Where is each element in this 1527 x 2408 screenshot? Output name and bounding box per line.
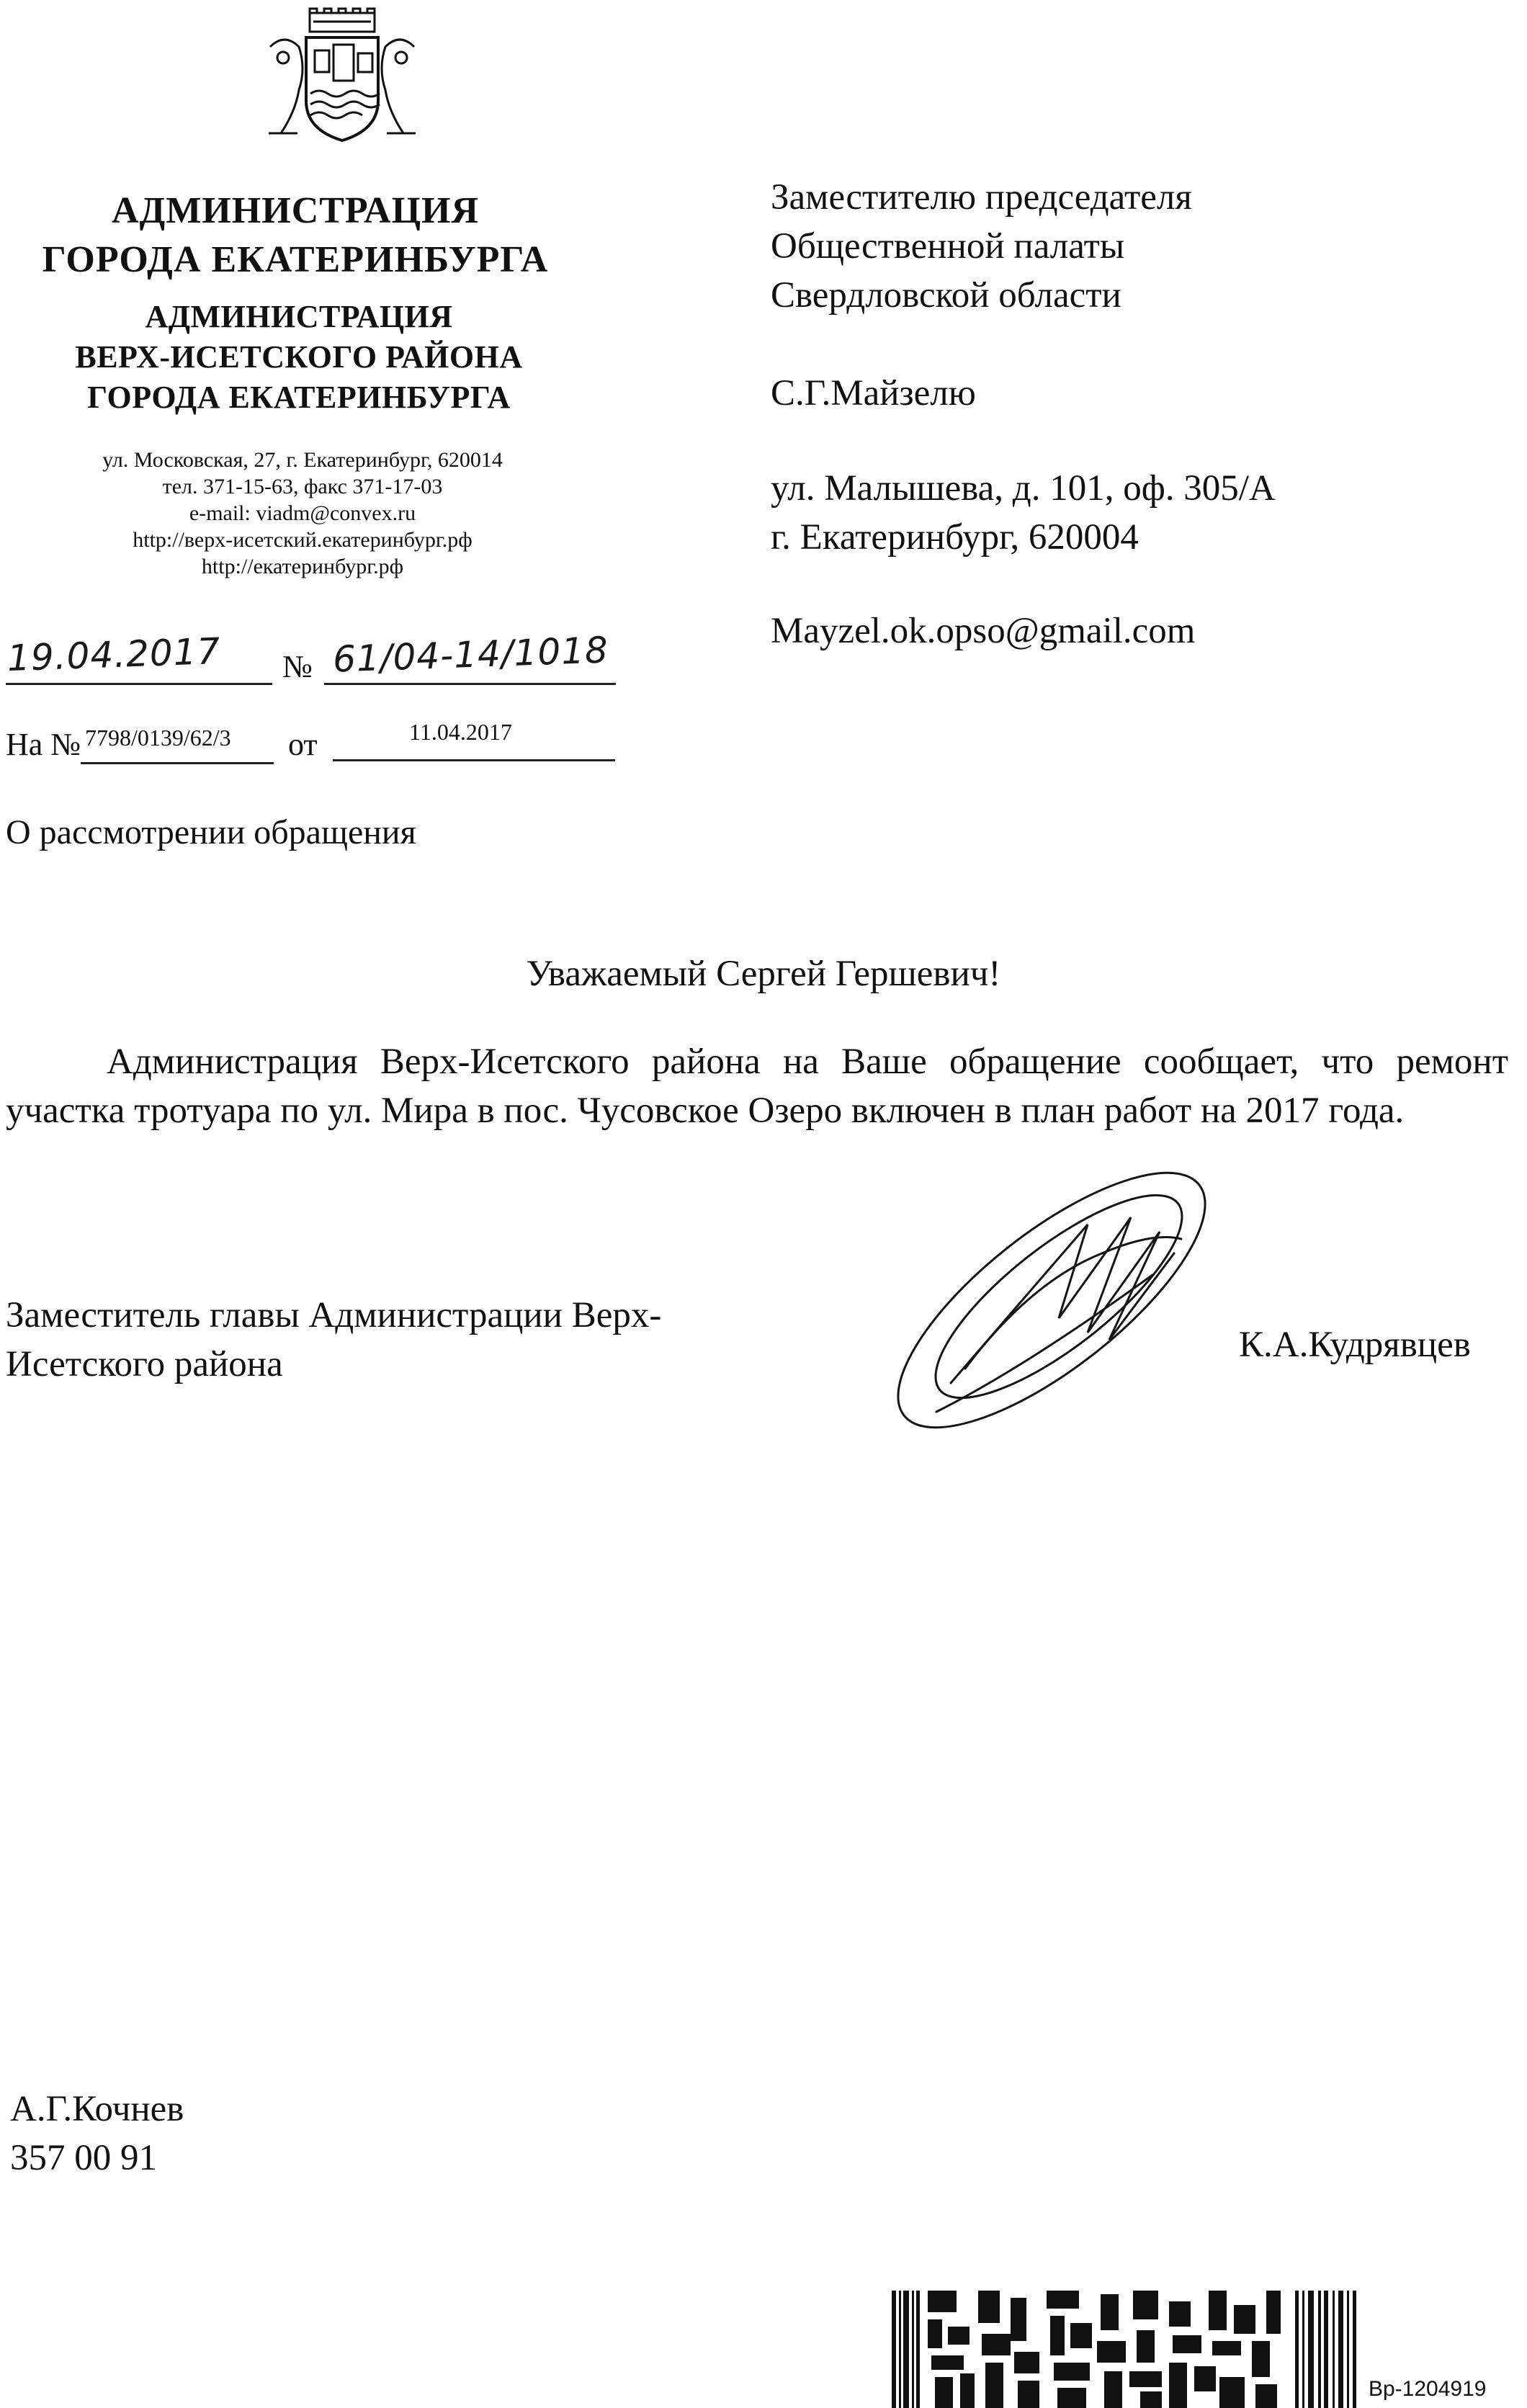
reply-from-label: от	[288, 727, 318, 762]
letter-subject: О рассмотрении обращения	[6, 813, 416, 851]
recipient-address1: ул. Малышева, д. 101, оф. 305/А	[771, 468, 1276, 509]
executor-name: А.Г.Кочнев	[10, 2089, 184, 2129]
handwritten-signature	[850, 1152, 1253, 1469]
sender-site1: http://верх-исетский.екатеринбург.рф	[133, 528, 473, 552]
letter-body: Администрация Верх-Исетского района на Ваше обращение сообщает, что ремонт участка тротуара по ул. Мира в пос. Чусовское Озеро включен в план работ на 2017 года.	[6, 1042, 1508, 1131]
barcode-icon	[892, 2291, 1367, 2408]
executor-phone: 357 00 91	[10, 2138, 157, 2178]
org-name-line2: ГОРОДА ЕКАТЕРИНБУРГА	[42, 239, 549, 280]
dept-name-line2: ВЕРХ-ИСЕТСКОГО РАЙОНА	[75, 339, 523, 375]
reply-number: 7798/0139/62/3	[85, 725, 231, 751]
recipient-email: Mayzel.ok.opso@gmail.com	[771, 611, 1196, 651]
recipient-line2: Общественной палаты	[771, 226, 1125, 267]
recipient-line3: Свердловской области	[771, 275, 1121, 315]
dept-name-line1: АДМИНИСТРАЦИЯ	[145, 299, 453, 334]
reg-number: 61/04-14/1018	[332, 629, 609, 681]
reg-number-label: №	[282, 649, 313, 684]
sender-phone: тел. 371-15-63, факс 371-17-03	[162, 475, 443, 498]
reply-date-underline	[333, 759, 615, 761]
barcode-id: Вр-1204919	[1369, 2377, 1487, 2401]
greeting: Уважаемый Сергей Гершевич!	[526, 954, 1001, 994]
reply-number-underline	[81, 762, 274, 764]
reg-date-underline	[6, 683, 272, 685]
reg-number-underline	[324, 683, 616, 685]
recipient-address2: г. Екатеринбург, 620004	[771, 517, 1139, 558]
org-name-line1: АДМИНИСТРАЦИЯ	[111, 190, 480, 231]
reg-date: 19.04.2017	[6, 630, 222, 680]
coat-of-arms-icon	[256, 7, 429, 148]
signer-position: Заместитель главы Администрации Верх-Исетского района	[6, 1295, 662, 1384]
sender-site2: http://екатеринбург.рф	[201, 555, 404, 578]
signer-name: К.А.Кудрявцев	[1239, 1325, 1471, 1365]
sender-address: ул. Московская, 27, г. Екатеринбург, 620014	[102, 448, 503, 472]
recipient-line1: Заместителю председателя	[771, 177, 1192, 218]
recipient-name: С.Г.Майзелю	[771, 373, 976, 413]
dept-name-line3: ГОРОДА ЕКАТЕРИНБУРГА	[87, 380, 511, 415]
sender-email: e-mail: viadm@convex.ru	[189, 501, 416, 525]
reply-label: На №	[6, 727, 81, 762]
reply-date: 11.04.2017	[409, 719, 512, 745]
